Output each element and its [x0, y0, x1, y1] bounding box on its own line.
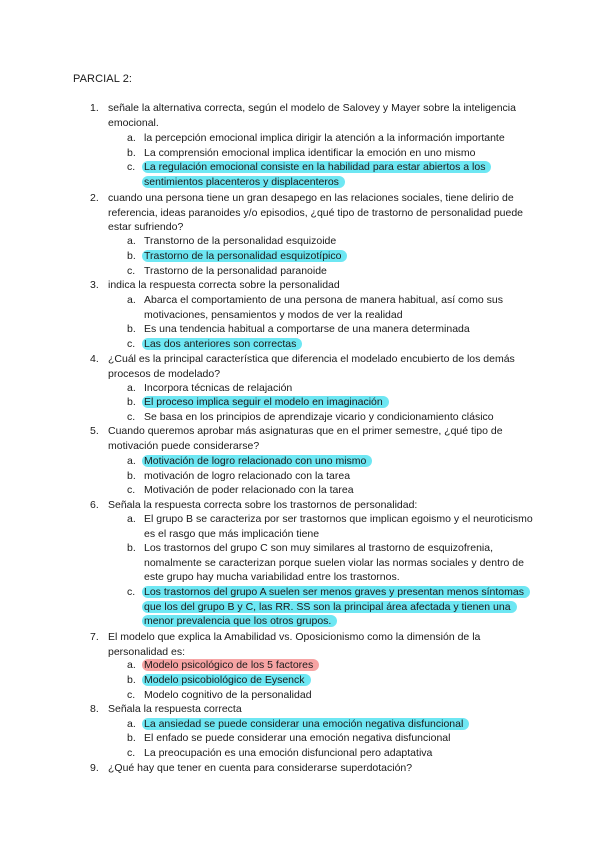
highlighted-answer: Trastorno de la personalidad esquizotípico	[142, 250, 347, 262]
question-number: 3.	[90, 279, 99, 291]
option-text: Trastorno de la personalidad paranoide	[144, 265, 327, 277]
highlighted-answer: La regulación emocional consiste en la habilidad para estar abiertos a los sentimientos placenteros y displacenteros	[142, 161, 491, 188]
option-text: El grupo B se caracteriza por ser trastornos que implican egoismo y el neuroticismo es el rasgo que más implicación tiene	[144, 513, 533, 540]
option-letter: c.	[127, 689, 136, 701]
option-letter: c.	[127, 338, 136, 350]
question-number: 8.	[90, 703, 99, 715]
highlighted-answer: El proceso implica seguir el modelo en imaginación	[142, 396, 389, 408]
question-text: señale la alternativa correcta, según el modelo de Salovey y Mayer sobre la inteligencia emocional.	[108, 102, 516, 129]
question-number: 5.	[90, 425, 99, 437]
option-text: Motivación de poder relacionado con la tarea	[144, 484, 354, 496]
option-letter: c.	[127, 411, 136, 423]
option-text: La preocupación es una emoción disfuncional pero adaptativa	[144, 747, 433, 759]
option-text-wrap	[144, 673, 536, 688]
question-text: El modelo que explica la Amabilidad vs. Oposicionismo como la dimensión de la personalidad es:	[108, 631, 481, 658]
option-letter: c.	[127, 747, 136, 759]
question-number: 9.	[90, 762, 99, 774]
option-text-wrap	[144, 395, 536, 410]
option-letter: b.	[127, 674, 136, 686]
option-letter: a.	[127, 382, 136, 394]
question-text: Señala la respuesta correcta	[108, 703, 242, 715]
highlighted-answer: Las dos anteriores son correctas	[142, 338, 302, 350]
question-text: ¿Cuál es la principal característica que diferencia el modelado encubierto de los demás procesos de modelado?	[108, 353, 515, 380]
option-text-wrap	[144, 454, 536, 469]
option-letter: b.	[127, 147, 136, 159]
option-letter: b.	[127, 732, 136, 744]
option-letter: b.	[127, 396, 136, 408]
highlighted-answer: La ansiedad se puede considerar una emoción negativa disfuncional	[142, 718, 469, 730]
option-text: Se basa en los principios de aprendizaje vicario y condicionamiento clásico	[144, 411, 494, 423]
question-text: Señala la respuesta correcta sobre los trastornos de personalidad:	[108, 499, 418, 511]
highlighted-answer: Motivación de logro relacionado con uno mismo	[142, 455, 372, 467]
option-text: Incorpora técnicas de relajación	[144, 382, 293, 394]
option-letter: a.	[127, 455, 136, 467]
option-letter: a.	[127, 659, 136, 671]
option-letter: b.	[127, 470, 136, 482]
question-number: 1.	[90, 102, 99, 114]
option-letter: b.	[127, 542, 136, 554]
option-text: Abarca el comportamiento de una persona de manera habitual, así como sus motivaciones, pensamientos y modos de ver la realidad	[144, 294, 503, 321]
option-letter: a.	[127, 235, 136, 247]
option-text-wrap	[144, 160, 536, 189]
highlighted-wrong-answer: Modelo psicológico de los 5 factores	[142, 659, 319, 671]
question-text: Cuando queremos aprobar más asignaturas que en el primer semestre, ¿qué tipo de motivación puede considerarse?	[108, 425, 503, 452]
option-text-wrap	[144, 658, 536, 673]
option-text: La comprensión emocional implica identificar la emoción en uno mismo	[144, 147, 476, 159]
option-letter: b.	[127, 250, 136, 262]
option-text: la percepción emocional implica dirigir la atención a la información importante	[144, 132, 505, 144]
option-text: Modelo cognitivo de la personalidad	[144, 689, 312, 701]
option-text-wrap	[144, 717, 536, 732]
option-letter: a.	[127, 513, 136, 525]
option-letter: c.	[127, 484, 136, 496]
question-number: 6.	[90, 499, 99, 511]
highlighted-answer: Los trastornos del grupo A suelen ser menos graves y presentan menos síntomas que los del grupo B y C, las RR. SS son la principal área afectada y tienen una menor prevalencia que los otros grupos.	[142, 586, 530, 627]
question-number: 7.	[90, 631, 99, 643]
question-number: 4.	[90, 353, 99, 365]
option-letter: a.	[127, 294, 136, 306]
option-text: motivación de logro relacionado con la tarea	[144, 470, 351, 482]
option-letter: b.	[127, 323, 136, 335]
option-text: Los trastornos del grupo C son muy similares al trastorno de esquizofrenia, nomalmente se caracterizan porque suelen violar las normas sociales y dentro de este grupo hay mucha variabilidad entre los trastornos.	[144, 542, 524, 584]
option-letter: a.	[127, 718, 136, 730]
option-letter: c.	[127, 586, 136, 598]
question-number: 2.	[90, 192, 99, 204]
option-text-wrap	[144, 249, 536, 264]
option-text: Transtorno de la personalidad esquizoide	[144, 235, 337, 247]
option-letter: c.	[127, 161, 136, 173]
question-text: ¿Qué hay que tener en cuenta para considerarse superdotación?	[108, 762, 413, 774]
option-text-wrap	[144, 585, 536, 629]
page-title: PARCIAL 2:	[73, 73, 133, 85]
question-text: indica la respuesta correcta sobre la personalidad	[108, 279, 340, 291]
option-letter: c.	[127, 265, 136, 277]
option-letter: a.	[127, 132, 136, 144]
option-text: Es una tendencia habitual a comportarse de una manera determinada	[144, 323, 470, 335]
highlighted-answer: Modelo psicobiológico de Eysenck	[142, 674, 311, 686]
option-text: El enfado se puede considerar una emoción negativa disfuncional	[144, 732, 451, 744]
question-text: cuando una persona tiene un gran desapego en las relaciones sociales, tiene delirio de referencia, ideas paranoides y/o episodios, ¿qué tipo de trastorno de personalidad puede estar sufriendo?	[108, 192, 524, 234]
option-text-wrap	[144, 337, 536, 352]
